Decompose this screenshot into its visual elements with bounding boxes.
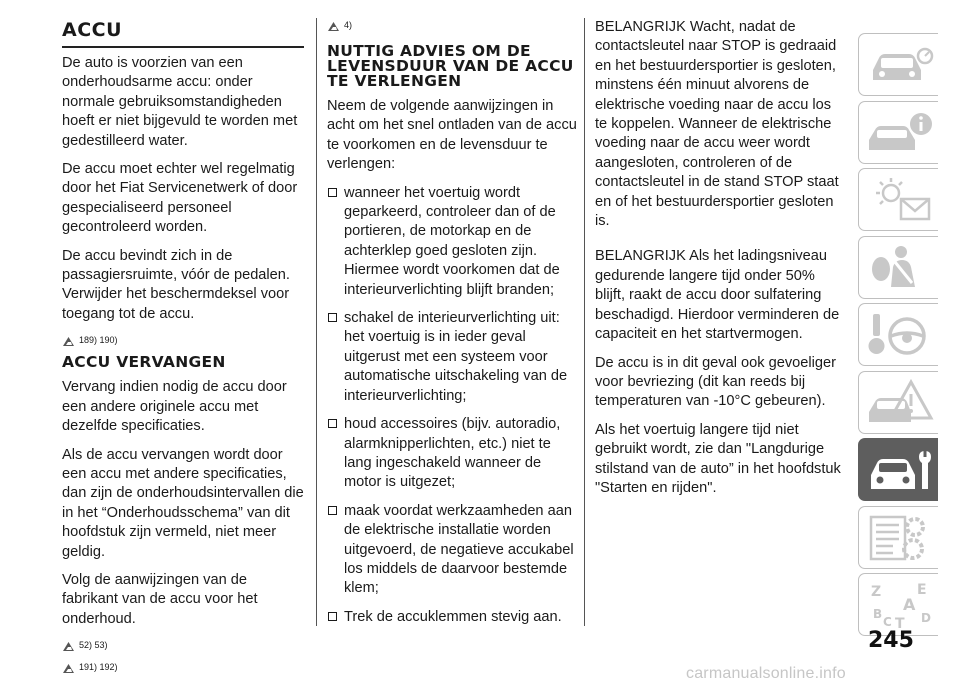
column-divider bbox=[316, 18, 317, 626]
index-letter: T bbox=[895, 616, 905, 630]
tab-emergency[interactable] bbox=[858, 371, 938, 434]
car-wrench-icon bbox=[865, 445, 935, 495]
warning-hand-icon bbox=[62, 641, 75, 652]
warning-hand-icon bbox=[62, 663, 75, 674]
advice-list bbox=[327, 184, 577, 628]
car-breakdown-warning-icon bbox=[865, 378, 935, 428]
warning-reference bbox=[62, 333, 304, 347]
subheading-accu-vervangen: ACCU VERVANGEN bbox=[62, 353, 226, 372]
column-divider bbox=[584, 18, 585, 626]
note-reference bbox=[327, 18, 577, 32]
car-info-icon bbox=[865, 108, 935, 158]
warning-hand-icon bbox=[62, 336, 75, 347]
paragraph: Neem de volgende aanwijzingen in acht om het snel ontladen van de accu te voorkomen en de levensduur te verlengen: bbox=[327, 98, 577, 173]
key-steering-wheel-icon bbox=[865, 310, 935, 360]
list-item bbox=[327, 415, 577, 493]
important-note: BELANGRIJK Als het ladingsniveau gedurende langere tijd onder 50% blijft, raakt de accu door sulfatering beschadigd. Hierdoor verminderen de capaciteit en het startvermogen. bbox=[595, 248, 840, 343]
tab-technical-data[interactable] bbox=[858, 506, 938, 569]
column-accu bbox=[62, 18, 304, 682]
note-reference bbox=[62, 638, 304, 652]
list-item-text: wanneer het voertuig wordt geparkeerd, controleer dan of de portieren, de motorkap en de achterklep goed gesloten zijn. Hiermee wordt voorkomen dat de interieurverlichting blijft branden; bbox=[344, 184, 560, 298]
list-item bbox=[327, 309, 577, 406]
paragraph: Volg de aanwijzingen van de fabrikant van de accu voor het onderhoud. bbox=[62, 571, 258, 627]
checkbox-bullet-icon bbox=[328, 506, 337, 515]
checkbox-bullet-icon bbox=[328, 313, 337, 322]
list-item bbox=[327, 184, 577, 300]
tab-warning-lights[interactable] bbox=[858, 168, 938, 231]
technical-data-gear-icon bbox=[865, 513, 935, 563]
tab-knowing-car[interactable] bbox=[858, 101, 938, 164]
index-letter: D bbox=[921, 611, 931, 625]
paragraph: De accu is in dit geval ook gevoeliger voor bevriezing (dit kan reeds bij temperaturen van -10°C gebeuren). bbox=[595, 354, 836, 410]
checkbox-bullet-icon bbox=[328, 419, 337, 428]
list-item-text: schakel de interieurverlichting uit: het voertuig is in ieder geval uitgerust met een systeem voor automatische uitschakeling van de interieurverlichting; bbox=[344, 310, 568, 404]
subheading-battery-life-advice: NUTTIG ADVIES OM DE LEVENSDUUR VAN DE ACCU TE VERLENGEN bbox=[327, 42, 574, 90]
car-dashboard-icon bbox=[865, 40, 935, 90]
list-item bbox=[327, 608, 577, 627]
list-item bbox=[327, 502, 577, 599]
reference-numbers: 4) bbox=[344, 20, 353, 30]
column-important bbox=[595, 18, 845, 507]
warning-reference bbox=[62, 660, 304, 674]
important-note: BELANGRIJK Wacht, nadat de contactsleutel naar STOP is gedraaid en het bestuurdersportier is gesloten, minstens één minuut alvorens de elektrische voeding naar de accu los te koppelen. Wanneer de elektrische voeding naar de accu weer wordt aangesloten, controleren of de contactsleutel in de stand STOP staat en of het bestuurdersportier gesloten is. bbox=[595, 19, 839, 230]
paragraph: Als de accu vervangen wordt door een accu met andere specificaties, dan zijn de onderhoudsintervallen die in het “Onderhoudsschema” van dit hoofdstuk zijn vermeld, niet meer geldig. bbox=[62, 446, 304, 560]
list-item-text: maak voordat werkzaamheden aan de elektrische installatie worden uitgevoerd, de negatieve accukabel los middels de daarvoor bestemde klem; bbox=[344, 502, 574, 597]
tab-starting-driving[interactable] bbox=[858, 303, 938, 366]
airbag-seatbelt-icon bbox=[865, 243, 935, 293]
reference-numbers: 191) 192) bbox=[79, 662, 118, 673]
tab-dashboard[interactable] bbox=[858, 33, 938, 96]
alphabetical-index-icon bbox=[865, 580, 935, 630]
list-item-text: Trek de accuklemmen stevig aan. bbox=[344, 608, 562, 625]
paragraph: De accu bevindt zich in de passagiersruimte, vóór de pedalen. Verwijder het beschermdeksel voor toegang tot de accu. bbox=[62, 247, 290, 322]
index-letter: Z bbox=[871, 584, 882, 600]
warning-hand-icon bbox=[327, 21, 340, 32]
paragraph: Vervang indien nodig de accu door een andere originele accu met dezelfde specificaties. bbox=[62, 379, 287, 435]
index-letter: C bbox=[883, 615, 892, 629]
reference-numbers: 189) 190) bbox=[79, 335, 118, 346]
warning-lights-message-icon bbox=[865, 175, 935, 225]
tab-maintenance-care[interactable] bbox=[858, 438, 938, 501]
chapter-tabs bbox=[858, 33, 938, 641]
paragraph: Als het voertuig langere tijd niet gebruikt wordt, zie dan "Langdurige stilstand van de auto” in het hoofdstuk "Starten en rijden". bbox=[595, 421, 841, 496]
index-letter: A bbox=[903, 595, 916, 614]
column-advice bbox=[327, 18, 577, 636]
tab-alphabetical-index[interactable] bbox=[858, 573, 938, 636]
paragraph: De accu moet echter wel regelmatig door het Fiat Servicenetwerk of door gespecialiseerd personeel gecontroleerd worden. bbox=[62, 161, 298, 236]
index-letter: E bbox=[917, 582, 927, 598]
checkbox-bullet-icon bbox=[328, 188, 337, 197]
reference-numbers: 52) 53) bbox=[79, 640, 108, 651]
page-number: 245 bbox=[868, 628, 914, 653]
paragraph: De auto is voorzien van een onderhoudsarme accu: onder normale gebruiksomstandigheden hoeft er niet bijgevuld te worden met gedestilleerd water. bbox=[62, 55, 298, 149]
list-item-text: houd accessoires (bijv. autoradio, alarmknipperlichten, etc.) niet te lang ingeschakeld wanneer de motor is uitgezet; bbox=[344, 416, 561, 491]
tab-safety[interactable] bbox=[858, 236, 938, 299]
checkbox-bullet-icon bbox=[328, 612, 337, 621]
watermark: carmanualsonline.info bbox=[686, 665, 846, 682]
index-letter: B bbox=[873, 607, 883, 621]
section-heading-accu: ACCU bbox=[62, 20, 304, 48]
